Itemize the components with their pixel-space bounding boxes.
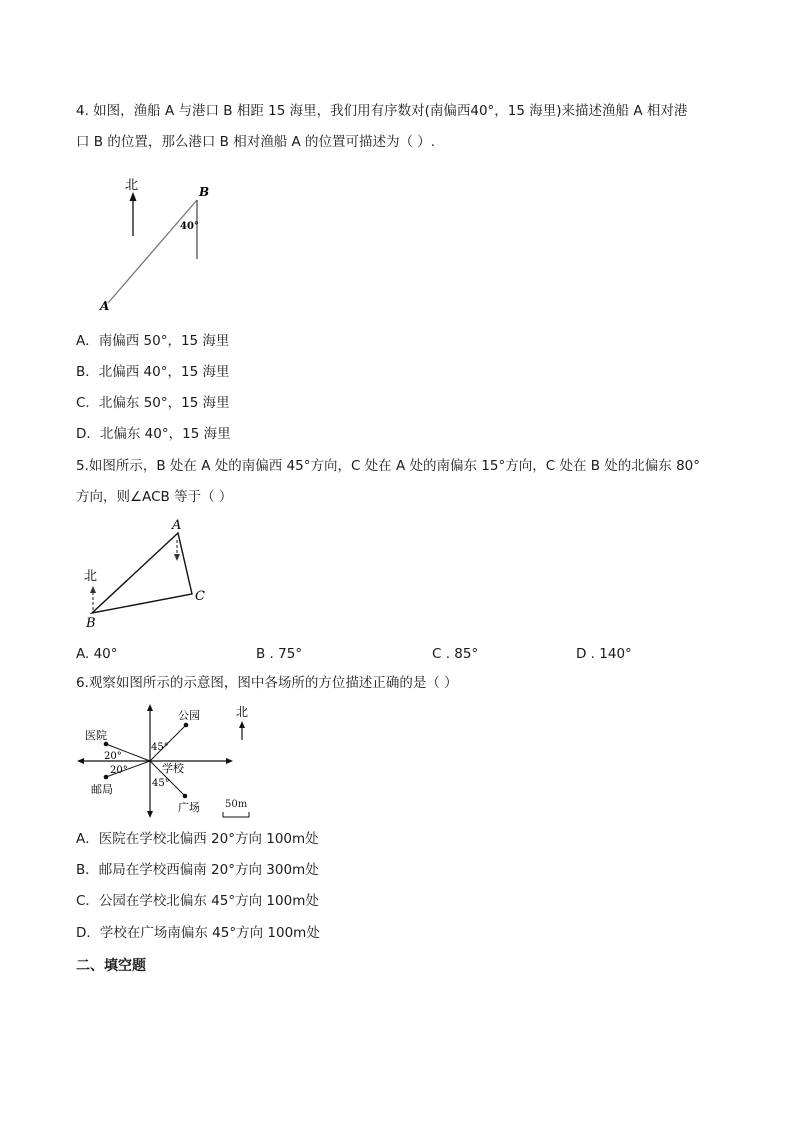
q4-point-b: B: [199, 185, 210, 199]
q6-scale-label: 50m: [225, 799, 248, 810]
q5-stem-line1: 5.如图所示，B 处在 A 处的南偏西 45°方向，C 处在 A 处的南偏东 15°方向，C 处在 B 处的北偏东 80°: [76, 458, 701, 474]
q6-angle-45-bottom: 45°: [152, 778, 170, 789]
q4-north-label: 北: [125, 178, 139, 193]
q6-option-b: B．邮局在学校西偏南 20°方向 300m处: [76, 862, 319, 878]
q6-angle-45-top: 45°: [151, 742, 169, 753]
q4-figure: [96, 172, 226, 317]
q5-point-c: C: [195, 589, 205, 604]
q6-angle-20-top: 20°: [104, 751, 122, 762]
q6-south-arrowhead: [147, 811, 153, 818]
north-arrow-icon: [130, 192, 137, 236]
q6-label-hospital: 医院: [85, 729, 107, 742]
q6-label-school: 学校: [162, 762, 184, 775]
q6-point-square: [183, 794, 188, 799]
q5-stem-line2: 方向，则∠ACB 等于（ ）: [76, 489, 233, 505]
q4-option-d: D．北偏东 40°，15 海里: [76, 426, 231, 442]
q6-point-park: [184, 723, 189, 728]
q4-stem-line2: 口 B 的位置，那么港口 B 相对渔船 A 的位置可描述为（ ）.: [76, 134, 436, 150]
q4-segment-ab: [108, 200, 197, 303]
q5-north-arrow-icon: [90, 586, 96, 610]
q4-option-c: C．北偏东 50°，15 海里: [76, 395, 230, 411]
q4-option-a: A．南偏西 50°，15 海里: [76, 333, 230, 349]
q6-stem: 6.观察如图所示的示意图，图中各场所的方位描述正确的是（ ）: [76, 675, 458, 691]
q4-option-b: B．北偏西 40°，15 海里: [76, 364, 230, 380]
q6-west-arrowhead: [77, 758, 84, 764]
q5-option-c: C . 85°: [432, 646, 479, 662]
q6-option-a: A．医院在学校北偏西 20°方向 100m处: [76, 831, 319, 847]
q6-north-label: 北: [236, 705, 249, 719]
q4-angle-label: 40°: [180, 221, 199, 232]
q5-north-label: 北: [84, 569, 98, 584]
q5-figure: [80, 516, 220, 634]
q6-label-post-office: 邮局: [91, 783, 113, 796]
q6-point-hospital: [104, 742, 109, 747]
q6-north-arrow-icon: [239, 721, 245, 740]
q5-point-a: A: [172, 518, 182, 533]
q5-option-a: A. 40°: [76, 646, 118, 662]
section-heading: 二、填空题: [76, 958, 146, 974]
q6-point-post-office: [104, 775, 109, 780]
q5-south-arrow-icon: [174, 540, 180, 561]
q6-north-arrowhead: [147, 704, 153, 711]
q5-option-b: B . 75°: [256, 646, 303, 662]
q6-option-c: C．公园在学校北偏东 45°方向 100m处: [76, 893, 319, 909]
q6-figure: [74, 702, 249, 820]
q6-scale-bar: [222, 811, 252, 819]
q6-label-park: 公园: [178, 709, 200, 722]
q6-east-arrowhead: [226, 758, 233, 764]
q5-point-b: B: [86, 616, 96, 631]
q5-option-d: D . 140°: [576, 646, 632, 662]
q6-option-d: D．学校在广场南偏东 45°方向 100m处: [76, 925, 320, 941]
q4-point-a: A: [100, 299, 110, 313]
q6-label-square: 广场: [178, 801, 200, 814]
q6-angle-20-bottom: 20°: [110, 765, 128, 776]
q4-stem-line1: 4. 如图，渔船 A 与港口 B 相距 15 海里，我们用有序数对(南偏西40°，15 海里)来描述渔船 A 相对港: [76, 103, 688, 119]
